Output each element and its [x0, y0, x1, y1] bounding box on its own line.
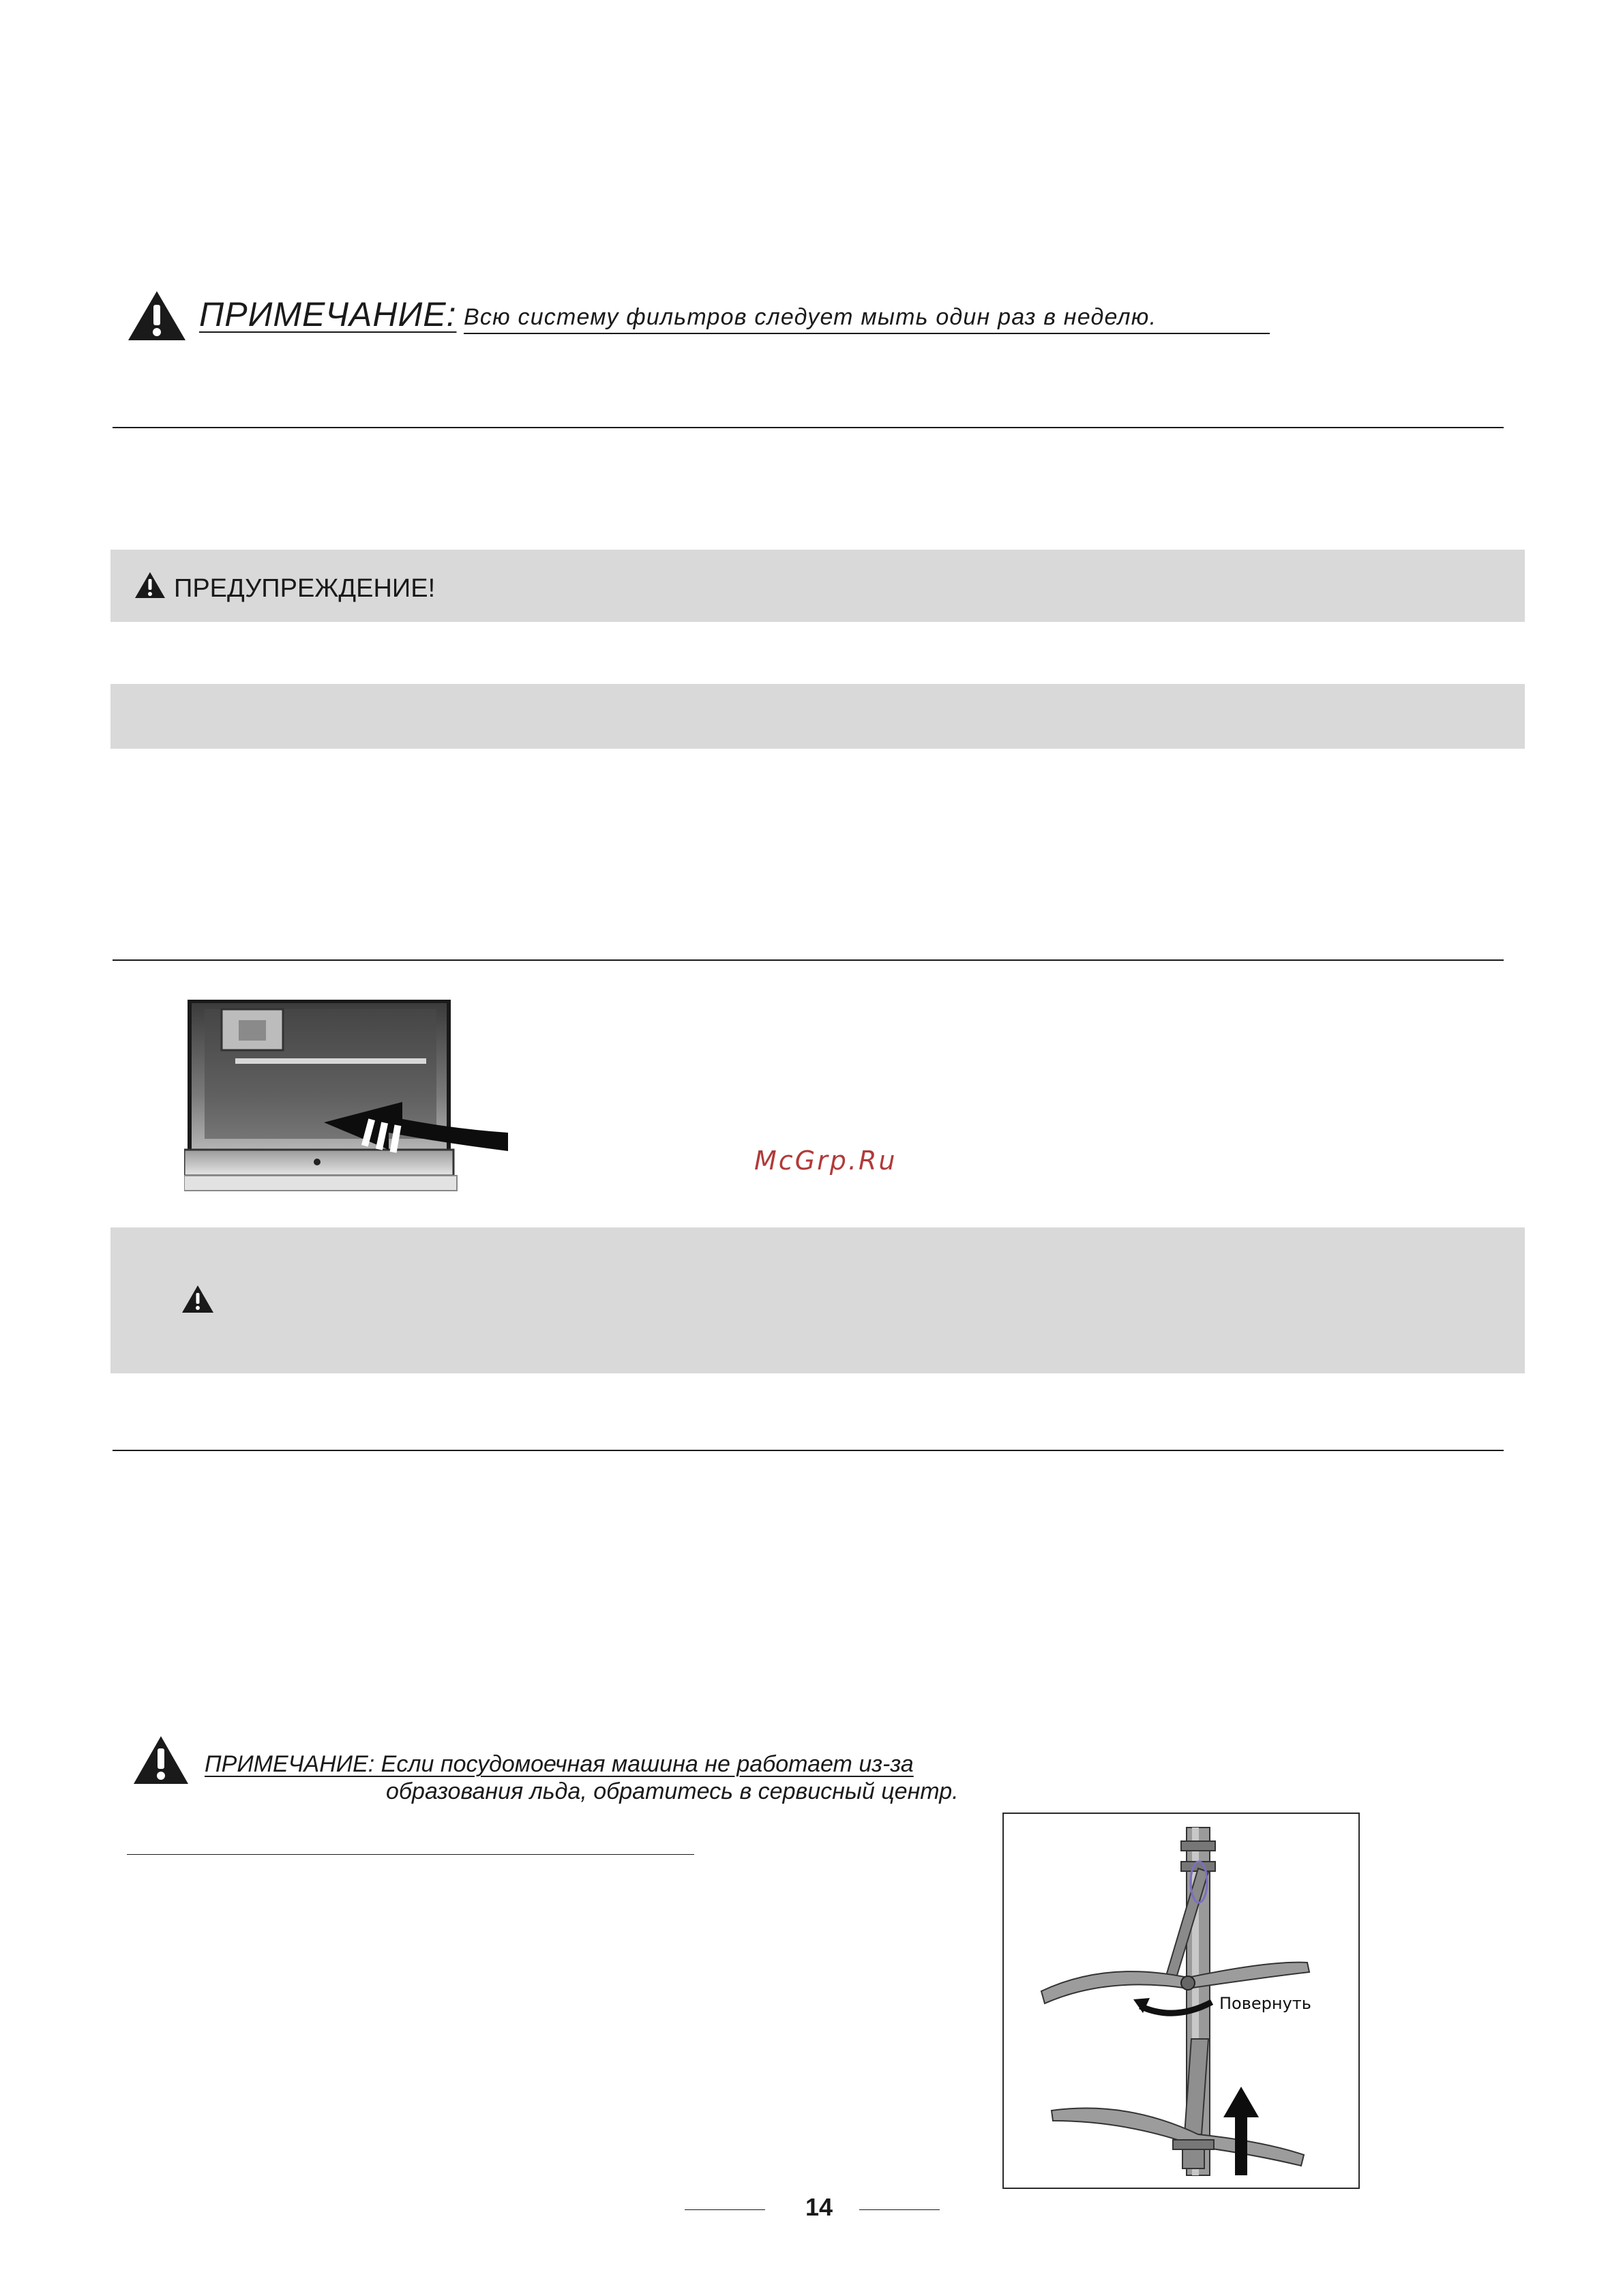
- section-divider: [113, 959, 1504, 961]
- short-divider: [127, 1854, 694, 1855]
- warning-icon: [132, 1735, 190, 1785]
- page-number-rule-right: [859, 2209, 940, 2210]
- page-number: 14: [805, 2193, 833, 2221]
- info-band: [110, 684, 1525, 749]
- note-bottom-line1: ПРИМЕЧАНИЕ: Если посудомоечная машина не работает из-за: [205, 1751, 914, 1777]
- note-text: Всю систему фильтров следует мыть один раз в неделю.: [464, 304, 1157, 330]
- section-divider: [113, 427, 1504, 428]
- dishwasher-door-image: [184, 1000, 518, 1218]
- caution-band: [110, 1227, 1525, 1373]
- warning-label: ПРЕДУПРЕЖДЕНИЕ!: [174, 574, 436, 603]
- note-bottom-line2: образования льда, обратитесь в сервисный центр.: [386, 1778, 959, 1804]
- warning-icon: [127, 290, 187, 342]
- page-number-rule-left: [685, 2209, 765, 2210]
- note-underline: [464, 333, 1270, 334]
- warning-icon: [134, 571, 166, 599]
- warning-icon: [181, 1285, 214, 1313]
- spray-arm-figure: [1002, 1813, 1360, 2189]
- note-label: ПРИМЕЧАНИЕ:: [199, 295, 457, 333]
- rotate-callout: Повернуть: [1219, 1994, 1311, 2013]
- watermark: McGrp.Ru: [754, 1146, 897, 1176]
- section-divider: [113, 1450, 1504, 1451]
